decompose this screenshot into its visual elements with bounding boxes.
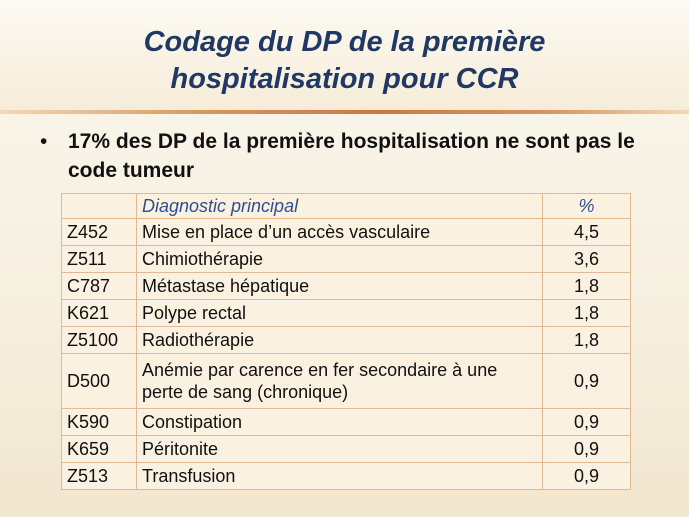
table-row: [62, 409, 631, 436]
row-code: Z511: [62, 246, 137, 273]
row-label: Polype rectal: [137, 300, 543, 327]
slide-title-line-2: hospitalisation pour CCR: [170, 63, 519, 95]
header-code: [62, 194, 137, 219]
row-label: Péritonite: [137, 436, 543, 463]
header-diagnostic: Diagnostic principal: [137, 194, 543, 219]
title-band: [0, 0, 689, 112]
row-code: D500: [62, 354, 137, 409]
row-percent: 0,9: [543, 354, 631, 409]
row-percent: 4,5: [543, 219, 631, 246]
row-label: Transfusion: [137, 463, 543, 490]
row-percent: 0,9: [543, 436, 631, 463]
row-percent: 1,8: [543, 327, 631, 354]
row-percent: 3,6: [543, 246, 631, 273]
row-label: Radiothérapie: [137, 327, 543, 354]
row-percent: 0,9: [543, 409, 631, 436]
table-row: [62, 327, 631, 354]
table-row: [62, 436, 631, 463]
row-code: K590: [62, 409, 137, 436]
table-row: [62, 463, 631, 490]
diagnosis-table: [61, 193, 631, 490]
title-divider: [0, 110, 689, 114]
row-label: Métastase hépatique: [137, 273, 543, 300]
row-label: Chimiothérapie: [137, 246, 543, 273]
bullet-text: 17% des DP de la première hospitalisation ne sont pas le code tumeur: [68, 130, 635, 182]
table-row: [62, 300, 631, 327]
row-percent: 1,8: [543, 273, 631, 300]
row-label: Anémie par carence en fer secondaire à une perte de sang (chronique): [137, 354, 543, 409]
row-code: Z5100: [62, 327, 137, 354]
header-percent: %: [543, 194, 631, 219]
slide-title: [0, 24, 689, 98]
row-code: Z452: [62, 219, 137, 246]
table-row: [62, 354, 631, 409]
table-row: [62, 219, 631, 246]
row-code: Z513: [62, 463, 137, 490]
row-percent: 1,8: [543, 300, 631, 327]
row-percent: 0,9: [543, 463, 631, 490]
table-row: [62, 273, 631, 300]
table-row: [62, 246, 631, 273]
row-code: K621: [62, 300, 137, 327]
slide-title-line-1: Codage du DP de la première: [143, 26, 546, 58]
bullet-dot-icon: •: [40, 130, 48, 153]
bullet-point: [40, 127, 660, 185]
row-label: Mise en place d’un accès vasculaire: [137, 219, 543, 246]
row-code: C787: [62, 273, 137, 300]
table-header-row: [62, 194, 631, 219]
row-label: Constipation: [137, 409, 543, 436]
row-code: K659: [62, 436, 137, 463]
